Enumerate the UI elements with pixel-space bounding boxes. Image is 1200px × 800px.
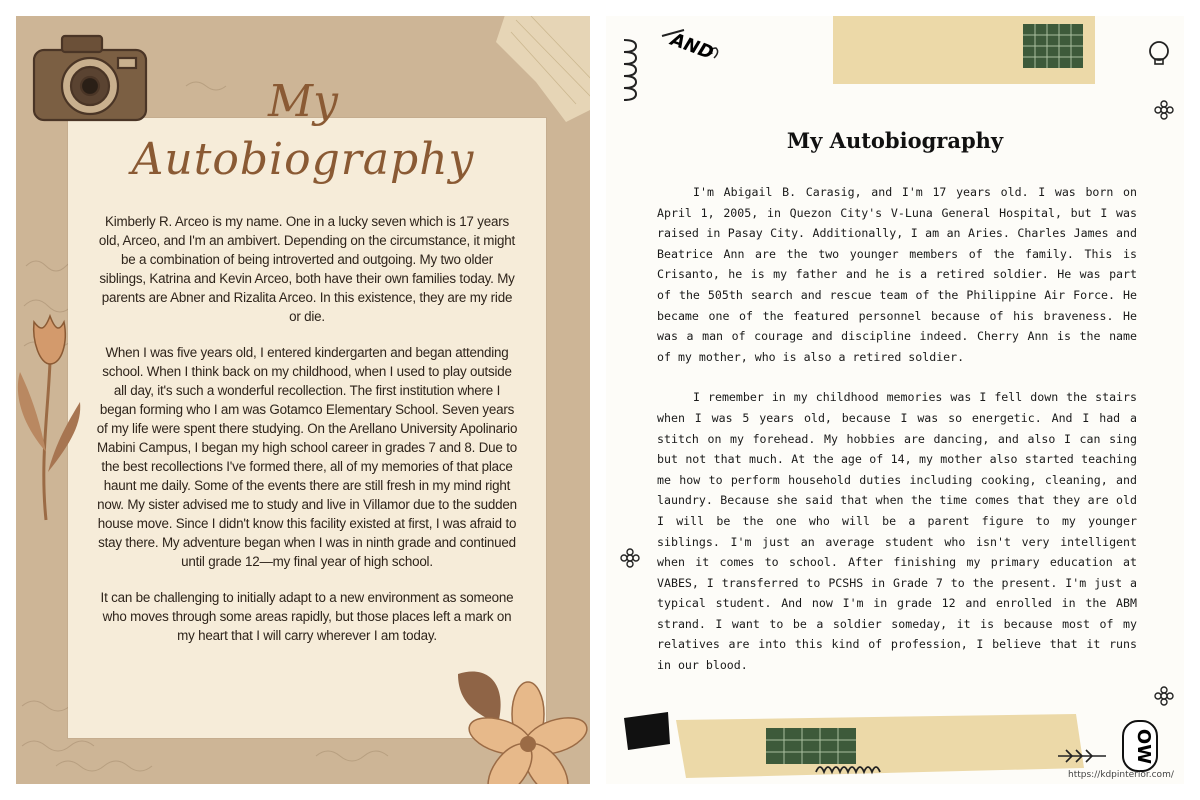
lightbulb-icon	[1144, 38, 1174, 68]
left-page	[16, 16, 590, 784]
tulip-icon	[16, 302, 90, 522]
and-sticker	[656, 28, 726, 68]
right-title: My Autobiography	[786, 128, 1004, 153]
wow-text: OW	[1133, 728, 1155, 765]
flower-doodle-icon	[1154, 686, 1174, 706]
letter-sticker	[624, 712, 670, 750]
spiral-icon	[620, 36, 640, 116]
flower-doodle-icon	[1154, 100, 1174, 120]
left-title-line2: Autobiography	[131, 134, 475, 185]
left-paragraph: It can be challenging to initially adapt to a new environment as someone who moves through some areas rapidly, but those places left a mark on my heart that I will carry wherever I am today.	[100, 590, 514, 643]
left-body-text	[96, 212, 518, 662]
leaf-icon	[458, 671, 501, 724]
right-page	[606, 16, 1184, 784]
right-paragraph: I'm Abigail B. Carasig, and I'm 17 years old. I was born on April 1, 2005, in Quezon City's V-Luna General Hospital, but I was raised in Pasay City. Additionally, I am an Aries. Charles James and Beatrice Ann are the two younger members of the family. This is Crisanto, he is my father and he is a retired soldier. He was part of the 505th search and rescue team of the Philippine Air Force. He became one of the featured personnel because of his braveness. He was a man of courage and discipline indeed. Cherry Ann is the name of my mother, who is also a retired soldier.	[657, 185, 1137, 364]
left-paragraph: Kimberly R. Arceo is my name. One in a lucky seven which is 17 years old, Arceo, and I'm an ambivert. Depending on the circumstance, it might be a combination of being introverted and outgoing. My two older siblings, Katrina and Kevin Arceo, both have their own families today. My parents are Abner and Rizalita Arceo. In this existence, they are my ride or die.	[98, 214, 516, 324]
and-text: AND	[667, 29, 717, 64]
grid-tape-icon	[766, 728, 856, 764]
left-paragraph: When I was five years old, I entered kindergarten and began attending school. When I think back on my childhood, when I used to play outside all day, it's such a wonderful recollection. The first institution where I began forming who I am was Gotamco Elementary School. Seven years of my life were spent there studying. On the Arellano University Apolinario Mabini Campus, I began my high school career in grades 7 and 8. Due to the best recollections I've formed there, all of my memories of that place haunt me daily. Some of the events there are still fresh in my mind right now. My sister advised me to study and live in Villamor due to the sudden house move. Since I didn't know this facility existed at first, I was afraid to stay there. My adventure began when I was in ninth grade and continued until grade 12—my final year of high school.	[96, 345, 518, 569]
flower-icon	[428, 664, 590, 784]
flower-doodle-icon	[620, 548, 640, 568]
wow-sticker-icon	[1122, 720, 1158, 772]
right-body-text	[657, 182, 1137, 696]
grid-tape-icon	[1023, 24, 1083, 68]
right-paragraph: I remember in my childhood memories was I fell down the stairs when I was 5 years old, because I was so energetic. And I had a stitch on my forehead. My hobbies are dancing, and also I can sing but not that much. At the age of 14, my mother also started teaching me how to perform household duties including cooking, cleaning, and laundry. Because she said that when the time comes that they are old I will be the one who will be a parent figure to my younger siblings. I'm just an average student who isn't very intelligent when it comes to school. After finishing my primary education at VABES, I transferred to PCSHS in Grade 7 to the present. I'm just a typical student. And now I'm in grade 12 and enrolled in the ABM strand. I want to be a soldier someday, it is because most of my relatives are into this kind of profession, I believe that it runs in our blood.	[657, 390, 1137, 673]
left-title-line1: My	[268, 76, 338, 127]
watermark-url: https://kdpinterior.com/	[1068, 770, 1174, 780]
